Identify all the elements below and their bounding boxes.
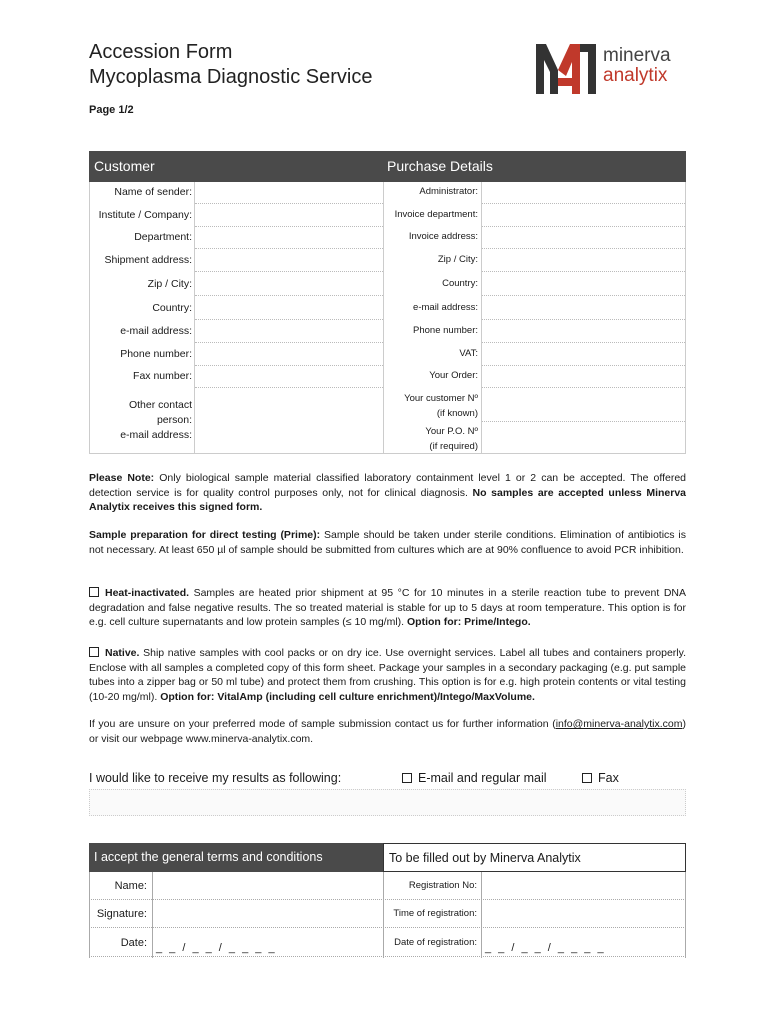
native-paragraph <box>89 646 686 704</box>
invoice-department-input[interactable] <box>482 226 685 227</box>
field-label: e-mail address: <box>120 325 192 337</box>
customer-number-input[interactable] <box>482 421 685 422</box>
page-indicator: Page 1/2 <box>89 104 134 116</box>
field-label: Administrator: <box>419 186 478 197</box>
shipment-address-input[interactable] <box>195 271 383 272</box>
heat-inactivated-paragraph <box>89 586 686 630</box>
signature-input[interactable] <box>153 900 383 928</box>
table-border-right <box>685 182 686 454</box>
sample-prep-paragraph <box>89 528 686 557</box>
customer-table-header <box>89 151 686 182</box>
unsure-text: If you are unsure on your preferred mode of sample submission contact us for further information ( <box>89 718 556 730</box>
field-label: Department: <box>134 231 192 243</box>
fax-checkbox[interactable] <box>582 773 592 783</box>
email-mail-checkbox[interactable] <box>402 773 412 783</box>
info-email-link[interactable]: info@minerva-analytix.com <box>555 718 683 730</box>
zip-city-input[interactable] <box>195 295 383 296</box>
po-number-label <box>384 424 478 454</box>
results-preference-row <box>89 771 686 785</box>
email-mail-label: E-mail and regular mail <box>418 771 547 785</box>
fax-input[interactable] <box>195 387 383 388</box>
form-title <box>89 40 372 90</box>
table-border-left <box>89 872 90 958</box>
other-contact-line-1: Other contact <box>128 399 192 411</box>
phone-row <box>89 344 192 366</box>
institute-input[interactable] <box>195 226 383 227</box>
internal-use-heading: To be filled out by Minerva Analytix <box>383 843 686 872</box>
vat-row <box>384 344 478 366</box>
email-row <box>89 321 192 343</box>
field-label: Fax number: <box>133 370 192 382</box>
customer-heading: Customer <box>94 158 155 174</box>
title-line-1: Accession Form <box>89 41 233 63</box>
logo-wordmark <box>603 46 671 86</box>
native-label: Native. <box>105 647 140 659</box>
field-label: e-mail address: <box>413 302 478 313</box>
registration-time-label: Time of registration: <box>393 908 477 919</box>
date-label: Date: <box>120 937 147 949</box>
title-line-2: Mycoplasma Diagnostic Service <box>89 66 373 88</box>
label-divider-left <box>152 872 153 958</box>
phone-input[interactable] <box>195 365 383 366</box>
registration-no-label: Registration No: <box>408 880 477 891</box>
results-notes-field[interactable] <box>89 789 686 816</box>
name-of-sender-input[interactable] <box>195 203 383 204</box>
email-mail-option[interactable] <box>402 771 547 785</box>
field-label: Zip / City: <box>147 278 192 290</box>
invoice-address-input[interactable] <box>482 248 685 249</box>
fax-option[interactable] <box>582 771 619 785</box>
sample-prep-text: Sample should be taken under sterile conditions. Elimination of antibiotics is not necessary. At least 650 µl of sample should be submitted from cultures which are at 90% confluence to avoid PCR inhibition. <box>89 529 686 556</box>
field-label: Name of sender: <box>114 186 192 198</box>
field-label: Shipment address: <box>104 254 192 266</box>
other-contact-label <box>89 398 192 443</box>
signature-label: Signature: <box>96 908 147 920</box>
date-input[interactable]: _ _ / _ _ / _ _ _ _ <box>156 942 277 954</box>
field-label: Institute / Company: <box>98 209 192 221</box>
other-contact-line-3: e-mail address: <box>120 429 192 441</box>
fax-label: Fax <box>598 771 619 785</box>
administrator-row <box>384 182 478 204</box>
unsure-tail: ) or visit our webpage www.minerva-analytix.com. <box>89 718 686 745</box>
field-label: Phone number: <box>120 348 192 360</box>
field-label: VAT: <box>459 348 478 359</box>
field-label: Your Order: <box>429 370 478 381</box>
fax-row <box>89 366 192 388</box>
label-divider-right <box>481 872 482 958</box>
right-label-divider <box>481 182 482 454</box>
logo-line-1: minerva <box>603 45 671 66</box>
your-order-row <box>384 366 478 388</box>
field-label: Phone number: <box>413 325 478 336</box>
field-label: Country: <box>152 302 192 314</box>
zip-city-right-row <box>384 250 478 272</box>
po-number-line-2: (if required) <box>429 441 478 452</box>
please-note-text: Only biological sample material classified laboratory containment level 1 or 2 can be accepted. The offered detection service is for quality control purposes only, not for clinical diagnosis. <box>89 472 687 499</box>
field-label: Zip / City: <box>437 254 478 265</box>
heat-inactivated-option: Option for: Prime/Intego. <box>407 616 531 628</box>
department-input[interactable] <box>195 248 383 249</box>
institute-row <box>89 205 192 227</box>
field-label: Invoice address: <box>408 231 478 242</box>
heat-inactivated-text: Samples are heated prior shipment at 95 °C for 10 minutes in a sterile reaction tube to prevent DNA degradation and false negative results. The so treated material is stable for up to 5 days at room temperature. This option is for e.g. cell culture supernatants and low protein samples (≤ 10 mg/ml). <box>89 587 686 628</box>
heat-inactivated-label: Heat-inactivated. <box>105 587 190 599</box>
country-right-input[interactable] <box>482 295 685 296</box>
country-right-row <box>384 274 478 296</box>
invoice-address-row <box>384 227 478 249</box>
email-right-row <box>384 298 478 320</box>
department-row <box>89 227 192 249</box>
name-of-sender-row <box>89 182 192 204</box>
registration-date-label: Date of registration: <box>394 937 477 948</box>
table-border-right <box>685 872 686 958</box>
other-contact-line-2: person: <box>156 414 192 426</box>
registration-date-input: _ _ / _ _ / _ _ _ _ <box>485 942 606 954</box>
native-option: Option for: VitalAmp (including cell culture enrichment)/Intego/MaxVolume. <box>160 690 535 703</box>
customer-number-label <box>384 391 478 421</box>
results-label: I would like to receive my results as following: <box>89 771 342 785</box>
name-input[interactable] <box>153 872 383 900</box>
country-row <box>89 298 192 320</box>
left-label-divider <box>194 182 195 454</box>
native-text: Ship native samples with cool packs or on dry ice. Use overnight services. Label all tubes and containers properly. Enclose with all samples a completed copy of this form sheet. Package your samples in a secondary packaging (e.g. put sample tubes into a zipper bag or 50 ml tube) and protect them from crushing. This option is for e.g. high protein contents or vital testing (10-20 mg/ml). <box>89 647 686 703</box>
email-right-input[interactable] <box>482 319 685 320</box>
name-label: Name: <box>114 880 147 892</box>
phone-right-input[interactable] <box>482 342 685 343</box>
po-number-line-1: Your P.O. Nº <box>425 426 478 437</box>
please-note-bold: No samples are accepted unless Minerva Analytix receives this signed form. <box>89 486 686 513</box>
customer-number-line-1: Your customer Nº <box>404 393 478 404</box>
invoice-department-row <box>384 205 478 227</box>
center-divider <box>383 872 384 958</box>
zip-city-right-input[interactable] <box>482 271 685 272</box>
logo-line-2: analytix <box>603 65 668 86</box>
field-label: Invoice department: <box>394 209 478 220</box>
terms-heading: I accept the general terms and conditions <box>89 843 383 872</box>
email-input[interactable] <box>195 342 383 343</box>
date-row <box>89 929 686 957</box>
please-note-label: Please Note: <box>89 472 155 484</box>
unsure-paragraph <box>89 717 686 746</box>
field-label: Country: <box>442 278 478 289</box>
sample-prep-label: Sample preparation for direct testing (Prime): <box>89 529 321 541</box>
customer-number-line-2: (if known) <box>436 408 478 419</box>
please-note-paragraph <box>89 471 686 515</box>
shipment-address-row <box>89 250 192 272</box>
country-input[interactable] <box>195 319 383 320</box>
phone-right-row <box>384 321 478 343</box>
zip-city-row <box>89 274 192 296</box>
purchase-details-heading: Purchase Details <box>387 158 493 174</box>
your-order-input[interactable] <box>482 387 685 388</box>
signature-table <box>89 843 686 958</box>
vat-input[interactable] <box>482 365 685 366</box>
heat-inactivated-checkbox[interactable] <box>89 587 99 597</box>
native-checkbox[interactable] <box>89 647 99 657</box>
administrator-input[interactable] <box>482 203 685 204</box>
